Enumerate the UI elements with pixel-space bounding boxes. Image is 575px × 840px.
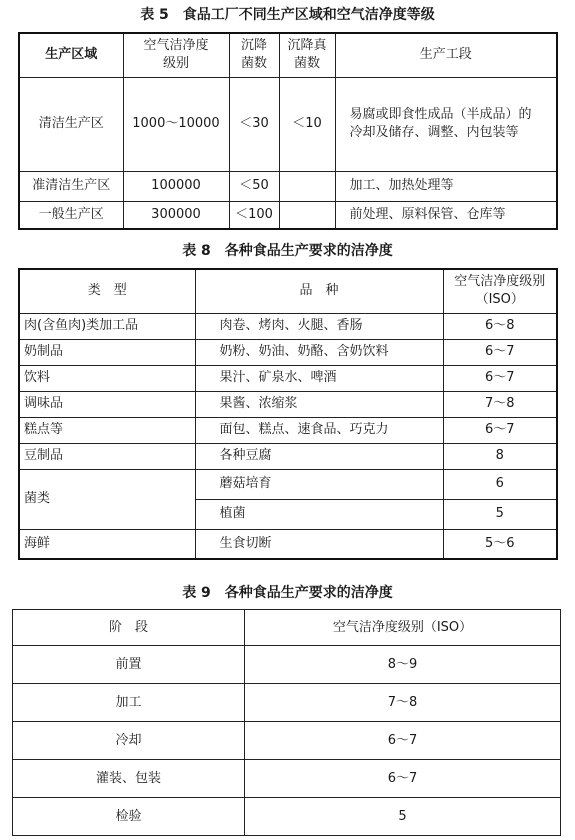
table9-cell: 灌装、包装 [13,760,245,798]
table8-cell: 5～6 [443,529,557,559]
table9-cell: 检验 [13,798,245,836]
table8-cell: 饮料 [19,365,195,391]
table-row [19,365,557,391]
table5-cell: ＜100 [229,201,279,229]
table5-cell: 准清洁生产区 [19,171,123,201]
table8-cell: 面包、糕点、速食品、巧克力 [195,417,443,443]
table8-cell: 奶制品 [19,339,195,365]
table9-cell: 6～7 [245,760,561,798]
table9-cell: 冷却 [13,722,245,760]
table8-header-row [19,269,557,313]
table8-cell: 肉卷、烤肉、火腿、香肠 [195,313,443,339]
table-row [19,313,557,339]
table5-cell: 1000～10000 [123,77,229,171]
table9-cell: 7～8 [245,684,561,722]
table9-cell: 6～7 [245,722,561,760]
table9 [12,609,561,836]
table5-cell: 100000 [123,171,229,201]
table8-cell: 6～8 [443,313,557,339]
table9-caption: 表 9 各种食品生产要求的洁净度 [182,585,393,601]
table-row [13,722,561,760]
table-row [19,201,557,229]
table9-header-cell: 空气洁净度级别（ISO） [245,610,561,646]
table8-cell: 菌类 [19,469,195,529]
table5-caption: 表 5 食品工厂不同生产区域和空气洁净度等级 [140,7,435,23]
table-row [13,684,561,722]
table-row [19,417,557,443]
table8-header-cell: 空气洁净度级别（ISO） [443,269,557,313]
table5-cell: ＜10 [279,77,335,171]
table5-header-row [19,33,557,77]
table8-cell: 7～8 [443,391,557,417]
table5-cell: 一般生产区 [19,201,123,229]
table8-caption: 表 8 各种食品生产要求的洁净度 [182,243,393,259]
table8-cell: 各种豆腐 [195,443,443,469]
table-row [19,391,557,417]
table8-cell: 6～7 [443,339,557,365]
table8-cell: 果汁、矿泉水、啤酒 [195,365,443,391]
table8-cell: 植菌 [195,499,443,529]
table5-header-cell: 生产区域 [19,33,123,77]
table5-header-cell: 沉降菌数 [229,33,279,77]
table5-cell: ＜30 [229,77,279,171]
table-row [19,529,557,559]
table-row [19,339,557,365]
table5-cell [279,201,335,229]
table5-cell: 清洁生产区 [19,77,123,171]
table8-cell: 海鲜 [19,529,195,559]
table-row [13,646,561,684]
table8-cell: 豆制品 [19,443,195,469]
table8-cell: 8 [443,443,557,469]
table8-cell: 肉(含鱼肉)类加工品 [19,313,195,339]
table-row [19,77,557,171]
table-row [13,760,561,798]
table8-cell: 6～7 [443,417,557,443]
table8-header-cell: 类 型 [19,269,195,313]
table9-header-cell: 阶 段 [13,610,245,646]
table8-cell: 5 [443,499,557,529]
table5-header-cell: 生产工段 [335,33,557,77]
table9-header-row [13,610,561,646]
table-row [13,798,561,836]
table8 [18,268,558,560]
table8-cell: 果酱、浓缩浆 [195,391,443,417]
table-row [19,469,557,499]
table5-cell: 300000 [123,201,229,229]
table5-cell [279,171,335,201]
table-row [19,443,557,469]
table5 [18,32,558,230]
table5-header-cell: 空气洁净度级别 [123,33,229,77]
table5-cell: 易腐或即食性成品（半成品）的冷却及储存、调整、内包装等 [335,77,557,171]
table9-cell: 5 [245,798,561,836]
table8-cell: 蘑菇培育 [195,469,443,499]
table9-cell: 8～9 [245,646,561,684]
table9-cell: 加工 [13,684,245,722]
table8-cell: 糕点等 [19,417,195,443]
table5-header-cell: 沉降真菌数 [279,33,335,77]
table-row [19,171,557,201]
table5-cell: 前处理、原料保管、仓库等 [335,201,557,229]
table5-cell: ＜50 [229,171,279,201]
table8-cell: 调味品 [19,391,195,417]
table8-header-cell: 品 种 [195,269,443,313]
table8-cell: 6～7 [443,365,557,391]
table9-cell: 前置 [13,646,245,684]
table5-cell: 加工、加热处理等 [335,171,557,201]
table8-cell: 奶粉、奶油、奶酪、含奶饮料 [195,339,443,365]
table8-cell: 6 [443,469,557,499]
table8-cell: 生食切断 [195,529,443,559]
